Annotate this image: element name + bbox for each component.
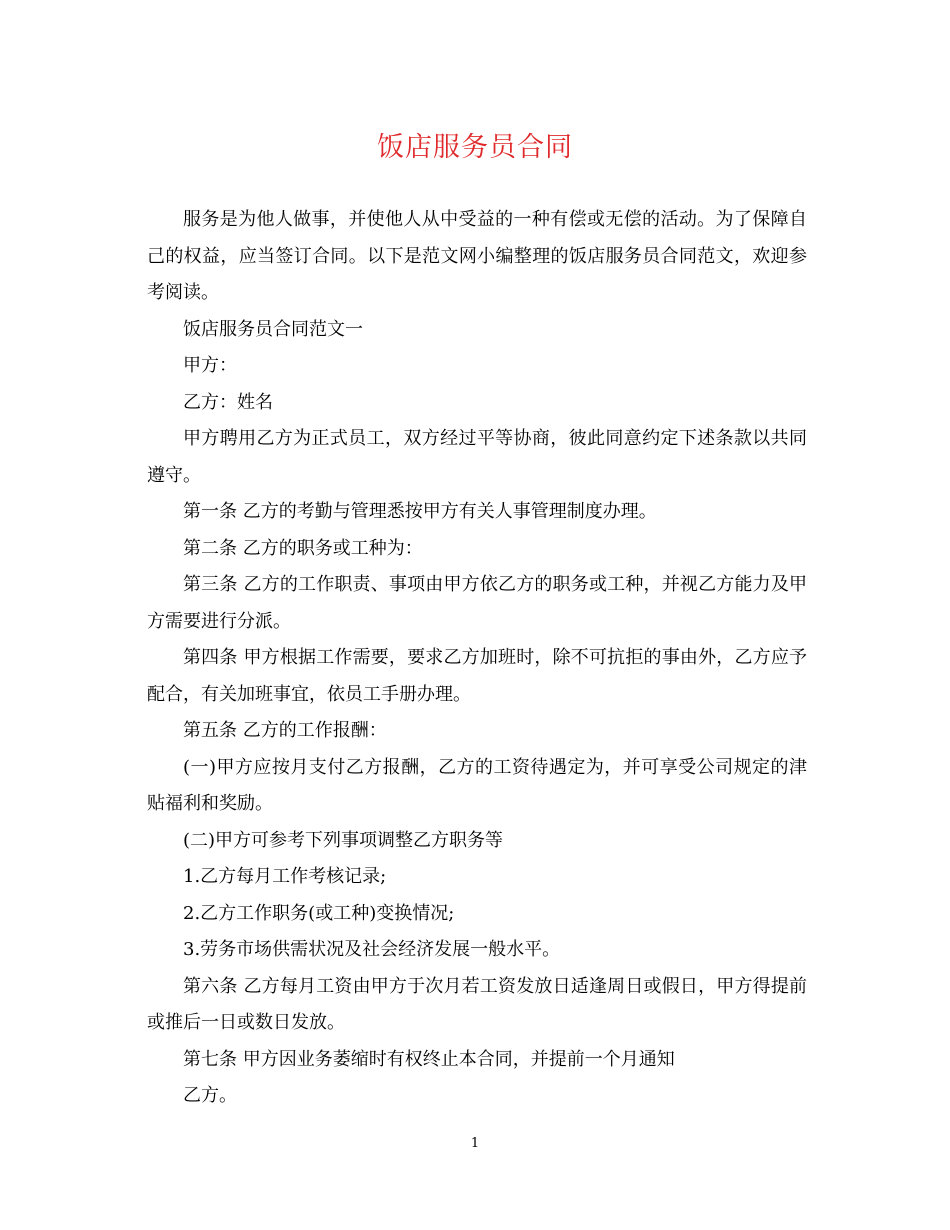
paragraph-article-7: 第七条 甲方因业务萎缩时有权终止本合同，并提前一个月通知 (183, 1048, 675, 1070)
paragraph-party-a: 甲方： (183, 355, 237, 376)
page-number: 1 (470, 1136, 480, 1151)
paragraph-article-5-item-1: (一)甲方应按月支付乙方报酬，乙方的工资待遇定为，并可享受公司规定的津贴福利和奖励。 (147, 756, 807, 814)
paragraph-article-1: 第一条 乙方的考勤与管理悉按甲方有关人事管理制度办理。 (183, 501, 657, 522)
paragraph-party-b: 乙方：姓名 (183, 391, 273, 413)
paragraph-article-2: 第二条 乙方的职务或工种为： (183, 537, 423, 559)
paragraph-list-item-3: 3.劳务市场供需状况及社会经济发展一般水平。 (183, 939, 561, 960)
paragraph-article-6: 第六条 乙方每月工资由甲方于次月若工资发放日适逢周日或假日，甲方得提前或推后一日或数日发放。 (147, 975, 807, 1033)
paragraph-article-7-cont: 乙方。 (183, 1085, 237, 1106)
paragraph-article-5: 第五条 乙方的工作报酬： (183, 720, 387, 741)
paragraph-article-4: 第四条 甲方根据工作需要，要求乙方加班时，除不可抗拒的事由外，乙方应予配合，有关加班事宜，依员工手册办理。 (147, 647, 807, 705)
paragraph-agreement: 甲方聘用乙方为正式员工，双方经过平等协商，彼此同意约定下述条款以共同遵守。 (147, 428, 807, 486)
paragraph-article-5-item-2: (二)甲方可参考下列事项调整乙方职务等 (183, 829, 504, 851)
paragraph-list-item-2: 2.乙方工作职务(或工种)变换情况; (183, 902, 455, 924)
document-title: 饭店服务员合同 (377, 132, 573, 163)
document-body (147, 202, 807, 1115)
paragraph-section-heading: 饭店服务员合同范文一 (183, 318, 363, 340)
paragraph-list-item-1: 1.乙方每月工作考核记录; (183, 866, 387, 887)
paragraph-article-3: 第三条 乙方的工作职责、事项由甲方依乙方的职务或工种，并视乙方能力及甲方需要进行分派。 (147, 574, 807, 632)
paragraph-intro: 服务是为他人做事，并使他人从中受益的一种有偿或无偿的活动。为了保障自己的权益，应当签订合同。以下是范文网小编整理的饭店服务员合同范文，欢迎参考阅读。 (147, 209, 807, 303)
